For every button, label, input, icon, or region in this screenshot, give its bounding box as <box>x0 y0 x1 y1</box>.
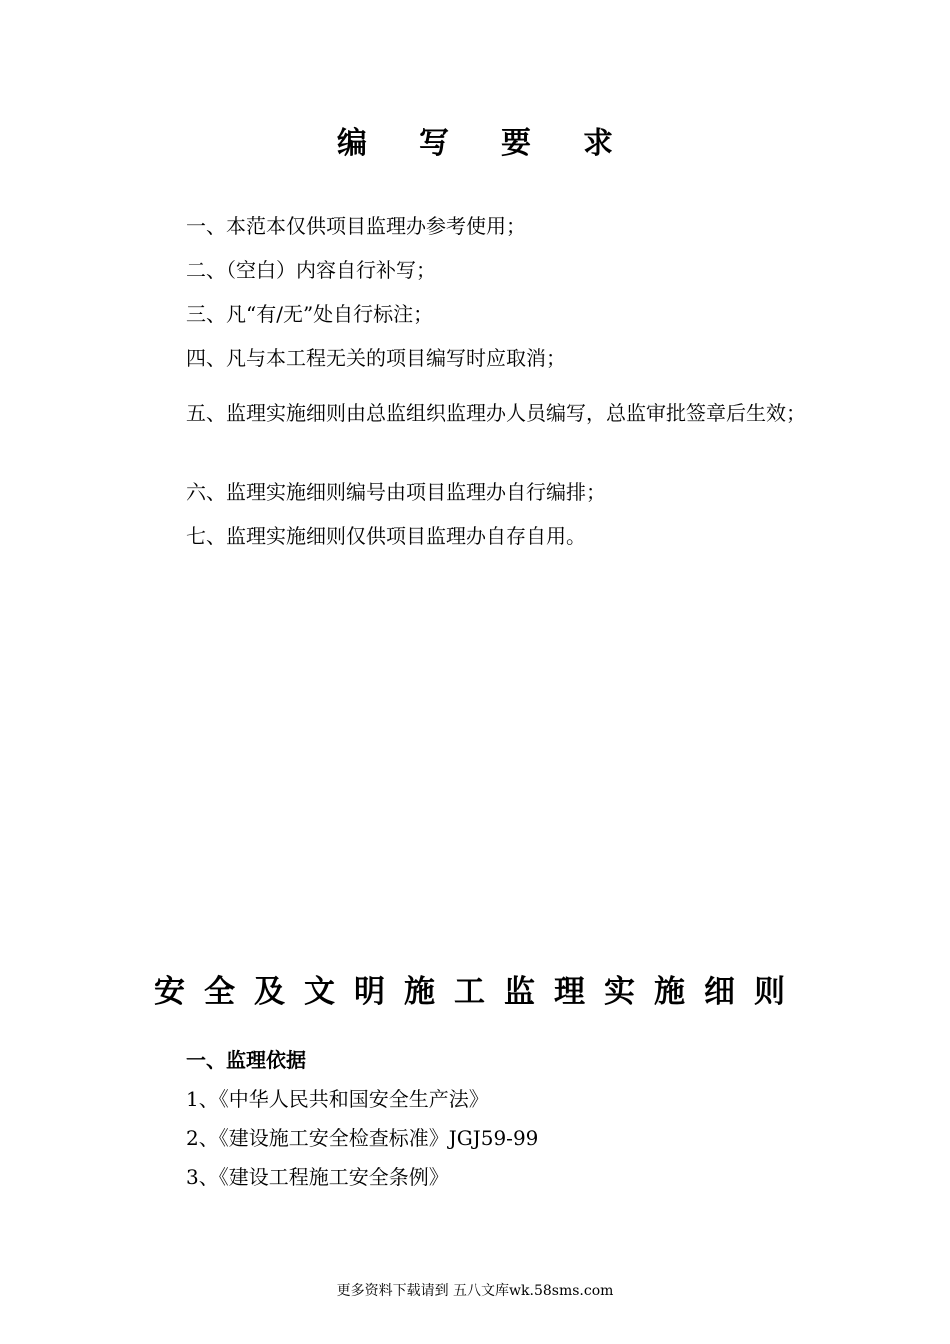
basis-item-3: 3、《建设工程施工安全条例》 <box>186 1165 449 1189</box>
requirement-item-3: 三、凡“有/无”处自行标注； <box>186 302 434 326</box>
footer-text: 更多资料下载请到 五八文库wk.58sms.com <box>336 1283 614 1299</box>
requirements-title: 编写要求 <box>337 126 665 161</box>
basis-item-1: 1、《中华人民共和国安全生产法》 <box>186 1087 489 1111</box>
rules-title: 安全及文明施工监理实施细则 <box>154 974 804 1010</box>
requirement-item-6: 六、监理实施细则编号由项目监理办自行编排； <box>186 480 606 504</box>
requirement-item-5: 五、监理实施细则由总监组织监理办人员编写，总监审批签章后生效； <box>186 401 806 425</box>
requirement-item-4: 四、凡与本工程无关的项目编写时应取消； <box>186 346 566 370</box>
requirement-item-1: 一、本范本仅供项目监理办参考使用； <box>186 214 526 238</box>
basis-item-2: 2、《建设施工安全检查标准》JGJ59-99 <box>186 1126 539 1150</box>
section-heading-basis: 一、监理依据 <box>186 1048 306 1072</box>
requirement-item-2: 二、（空白）内容自行补写； <box>186 258 436 282</box>
requirement-item-7: 七、监理实施细则仅供项目监理办自存自用。 <box>186 524 586 548</box>
